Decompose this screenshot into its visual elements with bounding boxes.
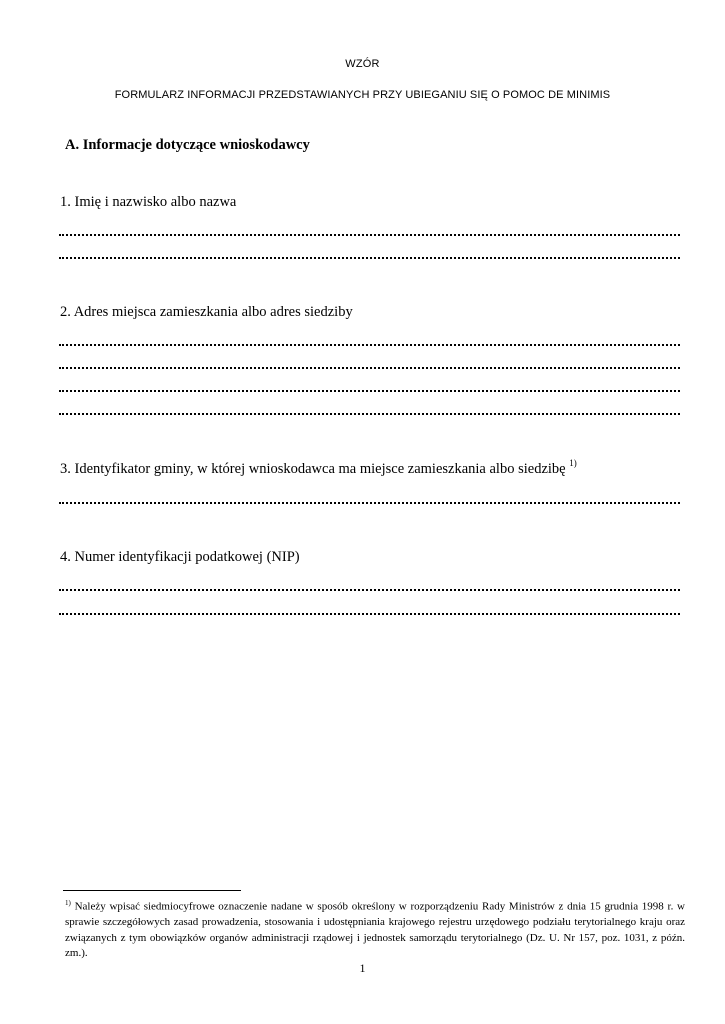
- field-3-line-1[interactable]: [59, 502, 680, 504]
- field-3-footnote-ref: 1): [569, 458, 577, 468]
- field-2-line-1[interactable]: [59, 344, 680, 346]
- field-1-line-2[interactable]: [59, 257, 680, 259]
- field-3-label-text: 3. Identyfikator gminy, w której wnioskodawca ma miejsce zamieszkania albo siedzibę: [60, 460, 566, 477]
- field-2-line-3[interactable]: [59, 390, 680, 392]
- section-a-heading: A. Informacje dotyczące wnioskodawcy: [65, 137, 310, 153]
- field-1-line-1[interactable]: [59, 234, 680, 236]
- document-title: FORMULARZ INFORMACJI PRZEDSTAWIANYCH PRZY UBIEGANIU SIĘ O POMOC DE MINIMIS: [114, 89, 611, 101]
- footnote-text: Należy wpisać siedmiocyfrowe oznaczenie nadane w sposób określony w rozporządzeniu Rady Ministrów z dnia 15 grudnia 1998 r. w sprawie szczegółowych zasad prowadzenia, stosowania i udostępniania krajowego rejestru urzędowego podziału terytorialnego kraju oraz związanych z tym obowiązków organów administracji rządowej i jednostek samorządu terytorialnego (Dz. U. Nr 157, poz. 1031, z późn. zm.).: [65, 900, 685, 960]
- footnote-separator: [63, 890, 241, 891]
- field-2-line-2[interactable]: [59, 367, 680, 369]
- document-header: WZÓR: [345, 58, 380, 70]
- page-number: 1: [359, 961, 366, 975]
- field-1-label: 1. Imię i nazwisko albo nazwa: [60, 194, 237, 210]
- field-4-line-1[interactable]: [59, 589, 680, 591]
- field-2-line-4[interactable]: [59, 413, 680, 415]
- field-4-label: 4. Numer identyfikacji podatkowej (NIP): [60, 549, 300, 565]
- field-3-label: [60, 459, 577, 478]
- footnote-marker: 1): [65, 899, 71, 907]
- field-2-label: 2. Adres miejsca zamieszkania albo adres siedziby: [60, 304, 353, 320]
- field-4-line-2[interactable]: [59, 613, 680, 615]
- footnote: [65, 896, 685, 962]
